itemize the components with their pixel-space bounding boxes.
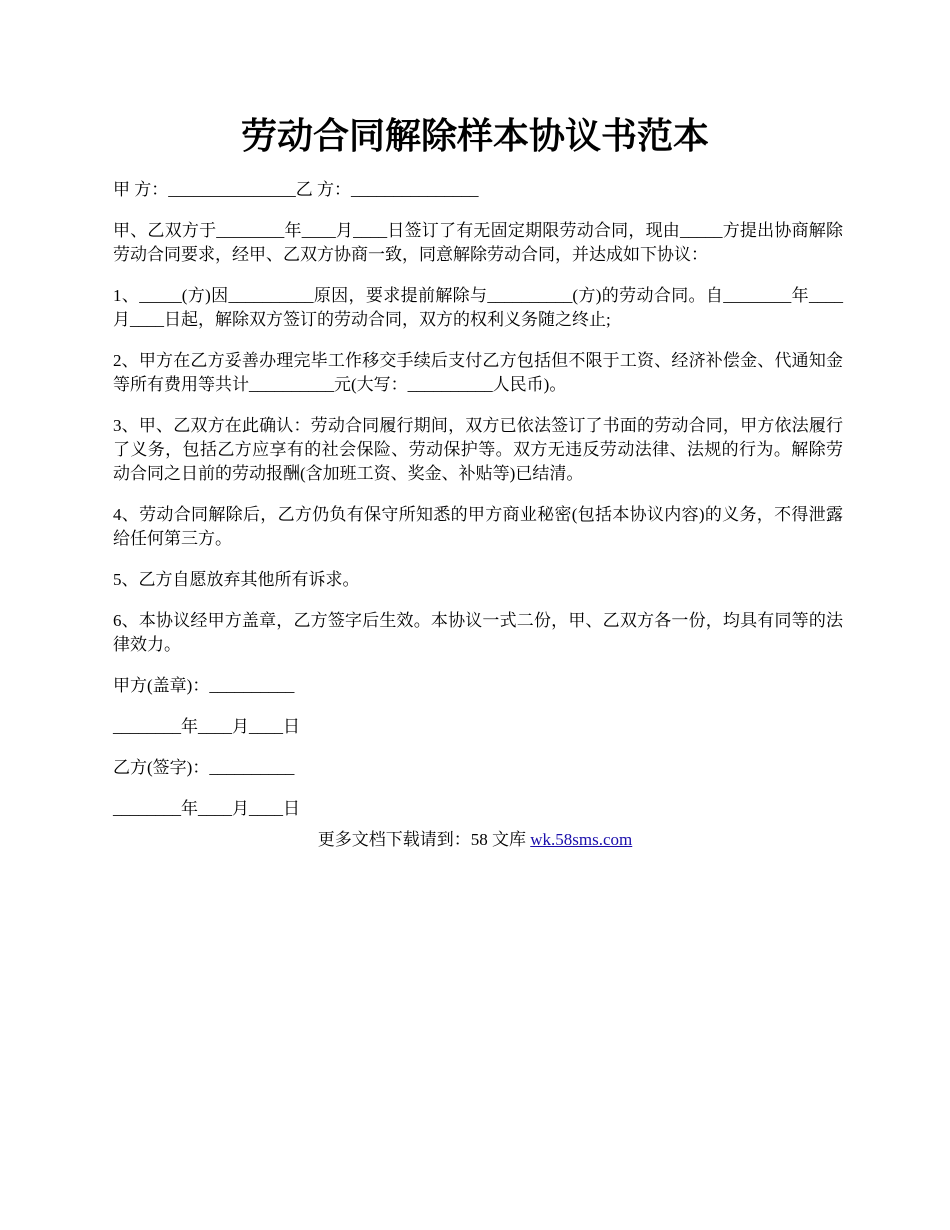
footer-text: 更多文档下载请到：58 文库	[317, 830, 531, 849]
clause-6: 6、本协议经甲方盖章，乙方签字后生效。本协议一式二份，甲、乙双方各一份，均具有同等的法律效力。	[113, 611, 843, 654]
clause-3: 3、甲、乙双方在此确认：劳动合同履行期间，双方已依法签订了书面的劳动合同，甲方依法履行了义务，包括乙方应享有的社会保险、劳动保护等。双方无违反劳动法律、法规的行为。解除劳动合同之日前的劳动报酬(含加班工资、奖金、补贴等)已结清。	[113, 416, 843, 483]
party-a-seal-line: 甲方(盖章)：__________	[113, 676, 295, 695]
download-footer	[0, 828, 950, 852]
party-b-date-line: ________年____月____日	[113, 799, 300, 818]
clause-1: 1、_____(方)因__________原因，要求提前解除与__________(方)的劳动合同。自________年____月____日起，解除双方签订的劳动合同，双方的权利义务随之终止;	[113, 286, 843, 329]
document-title: 劳动合同解除样本协议书范本	[240, 115, 709, 157]
intro-paragraph: 甲、乙双方于________年____月____日签订了有无固定期限劳动合同，现由_____方提出协商解除劳动合同要求，经甲、乙双方协商一致，同意解除劳动合同，并达成如下协议：	[113, 221, 843, 264]
party-b-signature-line: 乙方(签字)：__________	[113, 758, 295, 777]
parties-line: 甲 方：_______________乙 方：_______________	[113, 180, 479, 199]
clause-2: 2、甲方在乙方妥善办理完毕工作移交手续后支付乙方包括但不限于工资、经济补偿金、代通知金等所有费用等共计__________元(大写：__________人民币)。	[113, 351, 843, 394]
footer-link[interactable]: wk.58sms.com	[530, 830, 633, 849]
clause-4: 4、劳动合同解除后，乙方仍负有保守所知悉的甲方商业秘密(包括本协议内容)的义务，不得泄露给任何第三方。	[113, 505, 843, 548]
party-a-date-line: ________年____月____日	[113, 717, 300, 736]
clause-5: 5、乙方自愿放弃其他所有诉求。	[113, 570, 360, 589]
document-body	[113, 178, 843, 838]
